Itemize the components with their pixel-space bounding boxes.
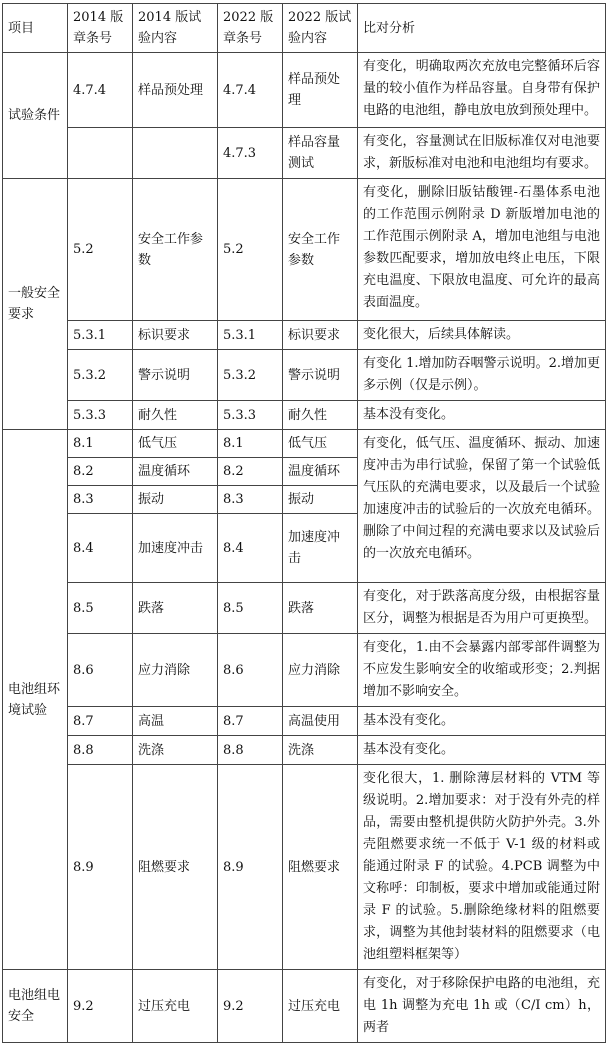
table-row xyxy=(3,583,606,634)
content-2014: 阻燃要求 xyxy=(133,765,218,970)
content-2022: 标识要求 xyxy=(283,321,358,350)
content-2014 xyxy=(133,128,218,179)
clause-2022: 5.3.3 xyxy=(218,401,283,430)
clause-2014: 8.7 xyxy=(68,707,133,736)
clause-2022: 4.7.4 xyxy=(218,53,283,128)
clause-2022: 8.1 xyxy=(218,430,283,458)
analysis-cell: 有变化，1.由不会暴露内部零部件调整为不应发生影响安全的收缩或形变；2.判据增加不影响安全。 xyxy=(358,634,606,707)
clause-2014: 8.8 xyxy=(68,736,133,765)
clause-2014: 8.2 xyxy=(68,458,133,486)
content-2014: 振动 xyxy=(133,486,218,514)
header-item: 项目 xyxy=(3,4,68,53)
table-row xyxy=(3,179,606,321)
clause-2014 xyxy=(68,128,133,179)
category-general-safety: 一般安全要求 xyxy=(3,179,68,430)
content-2014: 应力消除 xyxy=(133,634,218,707)
table-row xyxy=(3,634,606,707)
content-2022: 样品预处理 xyxy=(283,53,358,128)
content-2022: 温度循环 xyxy=(283,458,358,486)
clause-2022: 8.6 xyxy=(218,634,283,707)
content-2022: 安全工作参数 xyxy=(283,179,358,321)
content-2014: 标识要求 xyxy=(133,321,218,350)
content-2014: 洗涤 xyxy=(133,736,218,765)
clause-2022: 8.8 xyxy=(218,736,283,765)
clause-2022: 5.2 xyxy=(218,179,283,321)
analysis-cell: 有变化，明确取两次充放电完整循环后容量的较小值作为样品容量。自身带有保护电路的电池组，静电放电放到预处理中。 xyxy=(358,53,606,128)
content-2022: 样品容量测试 xyxy=(283,128,358,179)
content-2022: 低气压 xyxy=(283,430,358,458)
category-test-conditions: 试验条件 xyxy=(3,53,68,179)
clause-2014: 8.6 xyxy=(68,634,133,707)
analysis-cell: 有变化，对于跌落高度分级，由根据容量区分，调整为根据是否为用户可更换型。 xyxy=(358,583,606,634)
analysis-cell: 变化很大，后续具体解读。 xyxy=(358,321,606,350)
header-row xyxy=(3,4,606,53)
content-2022: 应力消除 xyxy=(283,634,358,707)
content-2014: 跌落 xyxy=(133,583,218,634)
category-electrical: 电池组电安全 xyxy=(3,970,68,1043)
content-2022: 振动 xyxy=(283,486,358,514)
clause-2014: 5.3.3 xyxy=(68,401,133,430)
content-2014: 低气压 xyxy=(133,430,218,458)
clause-2022: 5.3.2 xyxy=(218,350,283,401)
table-row xyxy=(3,128,606,179)
clause-2022: 8.9 xyxy=(218,765,283,970)
header-analysis: 比对分析 xyxy=(358,4,606,53)
analysis-cell: 基本没有变化。 xyxy=(358,736,606,765)
content-2014: 加速度冲击 xyxy=(133,514,218,583)
clause-2022: 9.2 xyxy=(218,970,283,1043)
clause-2014: 9.2 xyxy=(68,970,133,1043)
clause-2022: 8.5 xyxy=(218,583,283,634)
clause-2014: 5.3.1 xyxy=(68,321,133,350)
analysis-cell: 有变化，容量测试在旧版标准仅对电池要求，新版标准对电池和电池组均有要求。 xyxy=(358,128,606,179)
analysis-cell: 有变化，对于移除保护电路的电池组，充电 1h 调整为充电 1h 或（C/I cm）h，两者 xyxy=(358,970,606,1043)
clause-2022: 8.4 xyxy=(218,514,283,583)
category-environment: 电池组环境试验 xyxy=(3,430,68,970)
table-row xyxy=(3,736,606,765)
header-2022-clause: 2022 版章条号 xyxy=(218,4,283,53)
table-row xyxy=(3,970,606,1043)
clause-2022: 8.3 xyxy=(218,486,283,514)
header-2022-content: 2022 版试验内容 xyxy=(283,4,358,53)
content-2022: 过压充电 xyxy=(283,970,358,1043)
table-row xyxy=(3,350,606,401)
analysis-cell: 有变化 1.增加防吞咽警示说明。2.增加更多示例（仅是示例）。 xyxy=(358,350,606,401)
content-2022: 耐久性 xyxy=(283,401,358,430)
content-2022: 跌落 xyxy=(283,583,358,634)
comparison-table xyxy=(2,3,606,1043)
clause-2014: 8.9 xyxy=(68,765,133,970)
analysis-cell: 有变化，低气压、温度循环、振动、加速度冲击为串行试验，保留了第一个试验低气压队的充满电要求，以及最后一个试验加速度冲击的试验后的一次放充电循环。删除了中间过程的充满电要求以及试验后的一次放充电循环。 xyxy=(358,430,606,583)
analysis-cell: 变化很大，1. 删除薄层材料的 VTM 等级说明。2.增加要求：对于没有外壳的样品，需要由整机提供防火防护外壳。3.外壳阻燃要求统一不低于 V-1 级的材料或能通过附录 F 的试验。4.PCB 调整为中文称呼：印制板，要求中增加或能通过附录 F 的试验。5.删除绝缘材料的阻燃要求，调整为其他封装材料的阻燃要求（电池组塑料框架等） xyxy=(358,765,606,970)
content-2014: 耐久性 xyxy=(133,401,218,430)
table-row xyxy=(3,401,606,430)
clause-2014: 5.2 xyxy=(68,179,133,321)
analysis-cell: 有变化，删除旧版钴酸锂-石墨体系电池的工作范围示例附录 D 新版增加电池的工作范围示例附录 A，增加电池组与电池参数匹配要求，增加放电终止电压，下限充电温度、下限放电温度、可允许的最高表面温度。 xyxy=(358,179,606,321)
clause-2022: 5.3.1 xyxy=(218,321,283,350)
clause-2014: 4.7.4 xyxy=(68,53,133,128)
clause-2014: 8.1 xyxy=(68,430,133,458)
content-2014: 安全工作参数 xyxy=(133,179,218,321)
content-2022: 洗涤 xyxy=(283,736,358,765)
table-row xyxy=(3,53,606,128)
content-2022: 加速度冲击 xyxy=(283,514,358,583)
content-2014: 高温 xyxy=(133,707,218,736)
analysis-cell: 基本没有变化。 xyxy=(358,707,606,736)
content-2014: 过压充电 xyxy=(133,970,218,1043)
table-row xyxy=(3,765,606,970)
content-2022: 高温使用 xyxy=(283,707,358,736)
clause-2014: 8.5 xyxy=(68,583,133,634)
clause-2022: 8.2 xyxy=(218,458,283,486)
table-row xyxy=(3,321,606,350)
content-2014: 温度循环 xyxy=(133,458,218,486)
analysis-cell: 基本没有变化。 xyxy=(358,401,606,430)
table-row xyxy=(3,430,606,458)
header-2014-content: 2014 版试验内容 xyxy=(133,4,218,53)
clause-2022: 4.7.3 xyxy=(218,128,283,179)
clause-2014: 8.3 xyxy=(68,486,133,514)
table-row xyxy=(3,707,606,736)
clause-2014: 5.3.2 xyxy=(68,350,133,401)
content-2022: 警示说明 xyxy=(283,350,358,401)
content-2014: 样品预处理 xyxy=(133,53,218,128)
header-2014-clause: 2014 版章条号 xyxy=(68,4,133,53)
clause-2022: 8.7 xyxy=(218,707,283,736)
content-2022: 阻燃要求 xyxy=(283,765,358,970)
clause-2014: 8.4 xyxy=(68,514,133,583)
content-2014: 警示说明 xyxy=(133,350,218,401)
